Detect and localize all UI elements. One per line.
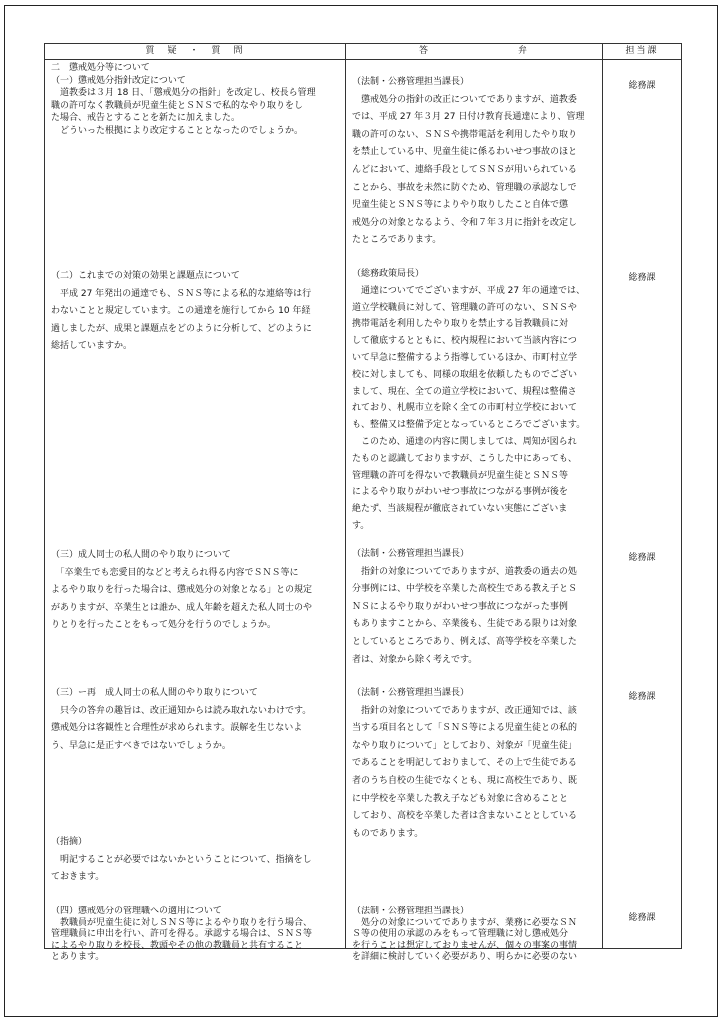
answer-line: たところであります。 bbox=[352, 235, 442, 246]
question-line: た場合、戒告とすることを新たに加えました。 bbox=[51, 113, 241, 124]
question-line: よるやり取りを行った場合は、懲戒処分の対象となる」との規定 bbox=[51, 585, 313, 596]
answer-line: を詳細に検討していく必要があり、明らかに必要のない bbox=[352, 952, 578, 963]
answer-line: （法制・公務管理担当課長） bbox=[352, 77, 470, 87]
answer-line: ことから、事故を未然に防ぐため、管理職の承認なしで bbox=[352, 182, 577, 193]
answer-line: 懲戒処分の指針の改正についてでありますが、道教委 bbox=[352, 94, 577, 105]
answer-line: を禁止している中、児童生徒に係るわいせつ事故のほと bbox=[352, 147, 578, 158]
answer-line: なやり取りについて」としており、対象が「児童生徒」 bbox=[352, 740, 577, 751]
answer-line: 指針の対象についてでありますが、道教委の過去の処 bbox=[352, 566, 577, 577]
answer-line: を行うことは想定しておりませんが、個々の事案の事情 bbox=[352, 940, 578, 951]
department-label: 総務課 bbox=[628, 553, 656, 563]
question-line: どういった根拠により改定することとなったのでしょうか。 bbox=[51, 125, 304, 136]
answer-line: としているところであり、例えば、高等学校を卒業した bbox=[352, 636, 577, 647]
answer-line: 者は、対象から除く考えです。 bbox=[352, 654, 478, 665]
answer-line: ものであります。 bbox=[352, 828, 424, 839]
answer-line: 児童生徒とＳＮＳ等によりやり取りしたこと自体で懲 bbox=[352, 200, 569, 211]
question-column bbox=[45, 60, 346, 963]
answer-line: （法制・公務管理担当課長） bbox=[352, 688, 470, 698]
answer-line: たものと認識しておりますが、こうした中にあっても、 bbox=[352, 453, 577, 464]
question-line: 総括していますか。 bbox=[51, 341, 133, 352]
question-block bbox=[51, 834, 342, 887]
answer-column bbox=[346, 60, 603, 963]
question-line: ておきます。 bbox=[51, 872, 105, 883]
answer-line: 校に対しましても、同様の取組を依頼したものでござい bbox=[352, 369, 578, 380]
answer-line: 職の許可のない、ＳＮＳや携帯電話を利用したやり取り bbox=[352, 129, 578, 140]
question-line: 只今の答弁の趣旨は、改正通知からは読み取れないわけです。 bbox=[51, 705, 312, 716]
answer-line: 通達についてでございますが、平成 27 年の通達では、 bbox=[352, 285, 585, 296]
question-line: 職の許可なく教職員が児童生徒とＳＮＳで私的なやり取りをし bbox=[51, 100, 304, 111]
question-line: （二）これまでの対策の効果と課題点について bbox=[51, 271, 240, 281]
question-block bbox=[51, 685, 342, 755]
answer-line: して徹底するとともに、校内規程において当該内容につ bbox=[352, 336, 577, 347]
question-line: （三）ー再 成人同士の私人間のやり取りについて bbox=[51, 688, 258, 698]
answer-block bbox=[352, 546, 599, 669]
question-line: （一）懲戒処分指針改定について bbox=[51, 75, 186, 86]
question-line: 「卒業生でも恋愛目的などと考えられ得る内容でＳＮＳ等に bbox=[51, 567, 299, 578]
answer-line: によるやり取りがわいせつ事故につながる事例が後を bbox=[352, 487, 568, 498]
answer-line: このため、通達の内容に関しましては、周知が図られ bbox=[352, 436, 577, 447]
question-line: 平成 27 年発出の通達でも、ＳＮＳ等による私的な連絡等は行 bbox=[51, 288, 312, 299]
answer-block bbox=[352, 266, 599, 535]
answer-line: 管理職の許可を得ないで教職員が児童生徒とＳＮＳ等 bbox=[352, 470, 569, 481]
question-line: （指摘） bbox=[51, 837, 88, 847]
answer-line: Ｓ等の使用の承認のみをもって管理職に対し懲戒処分 bbox=[352, 929, 569, 940]
table-body-row bbox=[45, 60, 682, 949]
question-line: がありますが、卒業生とは誰か、成人年齢を超えた私人同士のや bbox=[51, 602, 313, 613]
question-line: 道教委は３月 18 日、「懲戒処分の指針」を改定し、校長ら管理 bbox=[51, 88, 316, 99]
question-line: 二 懲戒処分等について bbox=[51, 63, 150, 73]
question-line: によるやり取りを校長、教頭やその他の教職員と共有すること bbox=[51, 940, 304, 951]
question-line: とあります。 bbox=[51, 952, 105, 963]
department-label: 総務課 bbox=[628, 692, 656, 702]
question-line: 明記することが必要ではないかということについて、指摘をし bbox=[51, 854, 312, 865]
header-department: 担当課 bbox=[603, 44, 682, 60]
question-line: 管理職員に申出を行い、許可を得る。承認する場合は、ＳＮＳ等 bbox=[51, 929, 313, 940]
answer-line: 分事例には、中学校を卒業した高校生である教え子とＳ bbox=[352, 584, 578, 595]
question-line: う、早急に是正すべきではないでしょうか。 bbox=[51, 740, 231, 751]
answer-line: ＮＳによるやり取りがわいせつ事故につながった事例 bbox=[352, 601, 568, 612]
answer-line: であることを明記しておりまして、その上で生徒である bbox=[352, 758, 577, 769]
answer-line: に中学校を卒業した教え子なども対象に含めることと bbox=[352, 793, 569, 804]
answer-line: （法制・公務管理担当課長） bbox=[352, 549, 470, 559]
answer-line: 当する項目名として「ＳＮＳ等による児童生徒との私的 bbox=[352, 723, 578, 734]
answer-line: （総務政策局長） bbox=[352, 269, 425, 279]
question-line: （四）懲戒処分の管理職への適用について bbox=[51, 906, 222, 916]
question-block bbox=[51, 62, 342, 138]
answer-line: んどにおいて、連絡手段としてＳＮＳが用いられている bbox=[352, 164, 577, 175]
question-line: りとりを行ったことをもって処分を行うのでしょうか。 bbox=[51, 620, 277, 631]
header-answer: 答 弁 bbox=[346, 44, 603, 60]
answer-line: 処分の対象についてでありますが、業務に必要なＳＮ bbox=[352, 917, 577, 928]
question-block bbox=[51, 547, 342, 635]
question-line: 教職員が児童生徒に対しＳＮＳ等によるやり取りを行う場合、 bbox=[51, 917, 313, 928]
answer-line: （法制・公務管理担当課長） bbox=[352, 906, 470, 916]
question-line: 懲戒処分は客観性と合理性が求められます。誤解を生じないよ bbox=[51, 723, 303, 734]
answer-line: す。 bbox=[352, 520, 370, 531]
department-label: 総務課 bbox=[628, 81, 656, 91]
answer-line: れており、札幌市立を除く全ての市町村立学校において bbox=[352, 403, 578, 414]
answer-line: では、平成 27 年３月 27 日付け教育長通達により、管理 bbox=[352, 112, 585, 123]
department-column bbox=[603, 60, 682, 949]
answer-line: まして、現在、全ての道立学校において、規程は整備さ bbox=[352, 386, 577, 397]
answer-line: 絶たず、当該規程が徹底されていない実態にございま bbox=[352, 504, 568, 515]
answer-line: 者のうち自校の生徒でなくとも、現に高校生であり、既 bbox=[352, 775, 578, 786]
answer-block bbox=[352, 685, 599, 843]
answer-line: 道立学校職員に対して、管理職の許可のない、ＳＮＳや bbox=[352, 302, 577, 313]
qa-table bbox=[44, 43, 682, 963]
answer-block bbox=[352, 74, 599, 250]
department-label: 総務課 bbox=[628, 273, 656, 283]
question-line: （三）成人同士の私人間のやり取りについて bbox=[51, 550, 231, 560]
header-question: 質 疑 ・ 質 問 bbox=[45, 44, 346, 60]
question-line: わないことと規定しています。この通達を施行してから 10 年経 bbox=[51, 306, 311, 317]
answer-line: 携帯電話を利用したやり取りを禁止する旨教職員に対 bbox=[352, 319, 569, 330]
answer-line: 戒処分の対象となるよう、令和７年３月に指針を改定し bbox=[352, 217, 578, 228]
question-block bbox=[51, 906, 342, 964]
answer-line: 指針の対象についてでありますが、改正通知では、該 bbox=[352, 705, 577, 716]
department-label: 総務課 bbox=[628, 913, 656, 923]
table-header-row bbox=[45, 44, 682, 60]
answer-line: しており、高校を卒業した者は含まないこととしている bbox=[352, 811, 578, 822]
question-block bbox=[51, 268, 342, 356]
answer-line: いて早急に整備するよう指導しているほか、市町村立学 bbox=[352, 352, 578, 363]
answer-line: も、整備又は整備予定となっているところでございます。 bbox=[352, 420, 586, 431]
answer-line: もありますことから、卒業後も、生徒である限りは対象 bbox=[352, 619, 578, 630]
question-line: 過しましたが、成果と課題点をどのように分析して、どのように bbox=[51, 323, 312, 334]
answer-block bbox=[352, 906, 599, 964]
